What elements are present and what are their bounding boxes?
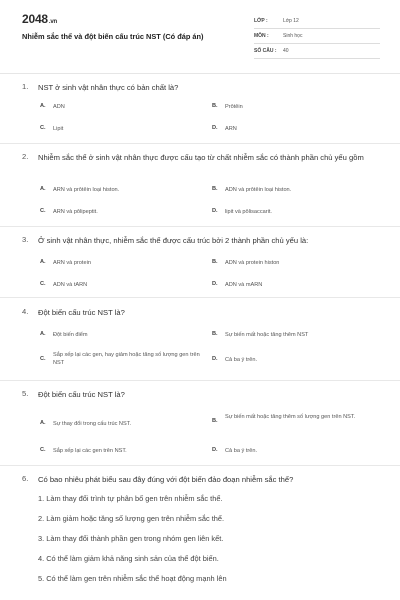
document-title: Nhiễm sắc thể và đột biến cấu trúc NST (Có đáp án) [22, 32, 204, 41]
option-letter: C. [40, 208, 46, 214]
option-text: ADN và prôtêin loại histon. [225, 187, 292, 193]
option-letter: D. [212, 356, 218, 362]
question-3 [0, 235, 400, 293]
option-letter: B. [212, 186, 218, 192]
question-divider [0, 465, 400, 466]
meta-class-label: LỚP : [254, 18, 268, 24]
question-number: 2. [22, 152, 29, 161]
logo-main: 2048 [22, 12, 48, 26]
statement-2: 2. Làm giảm hoặc tăng số lượng gen trên nhiễm sắc thể. [38, 514, 225, 523]
option-letter: A. [40, 259, 46, 265]
statement-3: 3. Làm thay đổi thành phần gen trong nhóm gen liên kết. [38, 534, 224, 543]
option-text: Sắp xếp lại các gen, hay giảm hoặc tăng số lượng gen trên NST [53, 352, 200, 366]
option-letter: C. [40, 281, 46, 287]
option-text: ARN và protein [53, 260, 91, 266]
option-text: Sắp xếp lại các gen trên NST. [53, 448, 127, 454]
option-text: Prôtêin [225, 104, 243, 110]
meta-class-row [254, 14, 380, 29]
option-letter: D. [212, 208, 218, 214]
option-text: Đột biến điểm [53, 332, 88, 338]
option-letter: B. [212, 103, 218, 109]
option-text: ADN [53, 104, 65, 110]
question-1 [0, 82, 400, 140]
option-letter: A. [40, 331, 46, 337]
meta-class-value: Lớp 12 [283, 18, 299, 24]
option-letter: A. [40, 186, 46, 192]
option-text: ADN và protein histon [225, 260, 280, 266]
meta-subject-value: Sinh học [283, 33, 303, 39]
question-text: Đột biến cấu trúc NST là? [38, 390, 125, 399]
question-text: Có bao nhiêu phát biểu sau đây đúng với đột biến đảo đoạn nhiễm sắc thể? [38, 475, 294, 484]
question-number: 4. [22, 307, 29, 316]
meta-count-row [254, 44, 380, 59]
option-text: Sự biến mất hoặc tăng thêm NST [225, 332, 309, 338]
option-text: ADN và mARN [225, 282, 263, 288]
option-letter: C. [40, 356, 46, 362]
option-letter: B. [212, 418, 218, 424]
option-text: Lipit [53, 126, 64, 132]
question-number: 3. [22, 235, 29, 244]
question-number: 5. [22, 389, 29, 398]
option-letter: A. [40, 420, 46, 426]
option-letter: C. [40, 125, 46, 131]
option-text: lipit và pôlisaccarit. [225, 209, 272, 215]
question-divider [0, 143, 400, 144]
question-number: 1. [22, 82, 29, 91]
option-text: ADN và tARN [53, 282, 88, 288]
question-text: Nhiễm sắc thể ở sinh vật nhân thực được cấu tạo từ chất nhiễm sắc có thành phần chủ yếu gồm [38, 153, 364, 162]
site-logo[interactable] [22, 12, 57, 26]
question-text: Ở sinh vật nhân thực, nhiễm sắc thể được cấu trúc bởi 2 thành phần chủ yếu là: [38, 236, 309, 245]
option-text: Cả ba ý trên. [225, 357, 258, 363]
statement-5: 5. Có thể làm gen trên nhiễm sắc thể hoạt động mạnh lên [38, 574, 227, 583]
meta-count-label: SỐ CÂU : [254, 48, 277, 54]
option-letter: D. [212, 125, 218, 131]
question-6 [0, 474, 400, 600]
option-text: ARN và pôlipeptit. [53, 209, 98, 215]
statement-4: 4. Có thể làm giảm khả năng sinh sản của thể đột biến. [38, 554, 219, 563]
meta-subject-label: MÔN : [254, 33, 269, 39]
question-5 [0, 389, 400, 461]
option-text: Cả ba ý trên. [225, 448, 258, 454]
question-text: Đột biến cấu trúc NST là? [38, 308, 125, 317]
option-text: ARN và prôtêin loại histon. [53, 187, 120, 193]
option-text: Sự thay đổi trong cấu trúc NST. [53, 421, 132, 427]
option-letter: C. [40, 447, 46, 453]
option-text: ARN [225, 126, 237, 132]
question-2 [0, 152, 400, 222]
option-letter: D. [212, 447, 218, 453]
question-divider [0, 380, 400, 381]
logo-suffix: .vn [48, 19, 57, 25]
meta-count-value: 40 [283, 48, 289, 54]
statement-1: 1. Làm thay đổi trình tự phân bố gen trên nhiễm sắc thể. [38, 494, 223, 503]
meta-subject-row [254, 29, 380, 44]
header-divider [0, 73, 400, 74]
question-divider [0, 226, 400, 227]
option-letter: B. [212, 259, 218, 265]
option-letter: A. [40, 103, 46, 109]
document-header [0, 0, 400, 74]
question-number: 6. [22, 474, 29, 483]
option-letter: B. [212, 331, 218, 337]
question-text: NST ở sinh vật nhân thực có bản chất là? [38, 83, 179, 92]
option-letter: D. [212, 281, 218, 287]
option-text: Sự biến mất hoặc tăng thêm số lượng gen trên NST. [225, 414, 356, 420]
question-4 [0, 307, 400, 377]
question-divider [0, 297, 400, 298]
